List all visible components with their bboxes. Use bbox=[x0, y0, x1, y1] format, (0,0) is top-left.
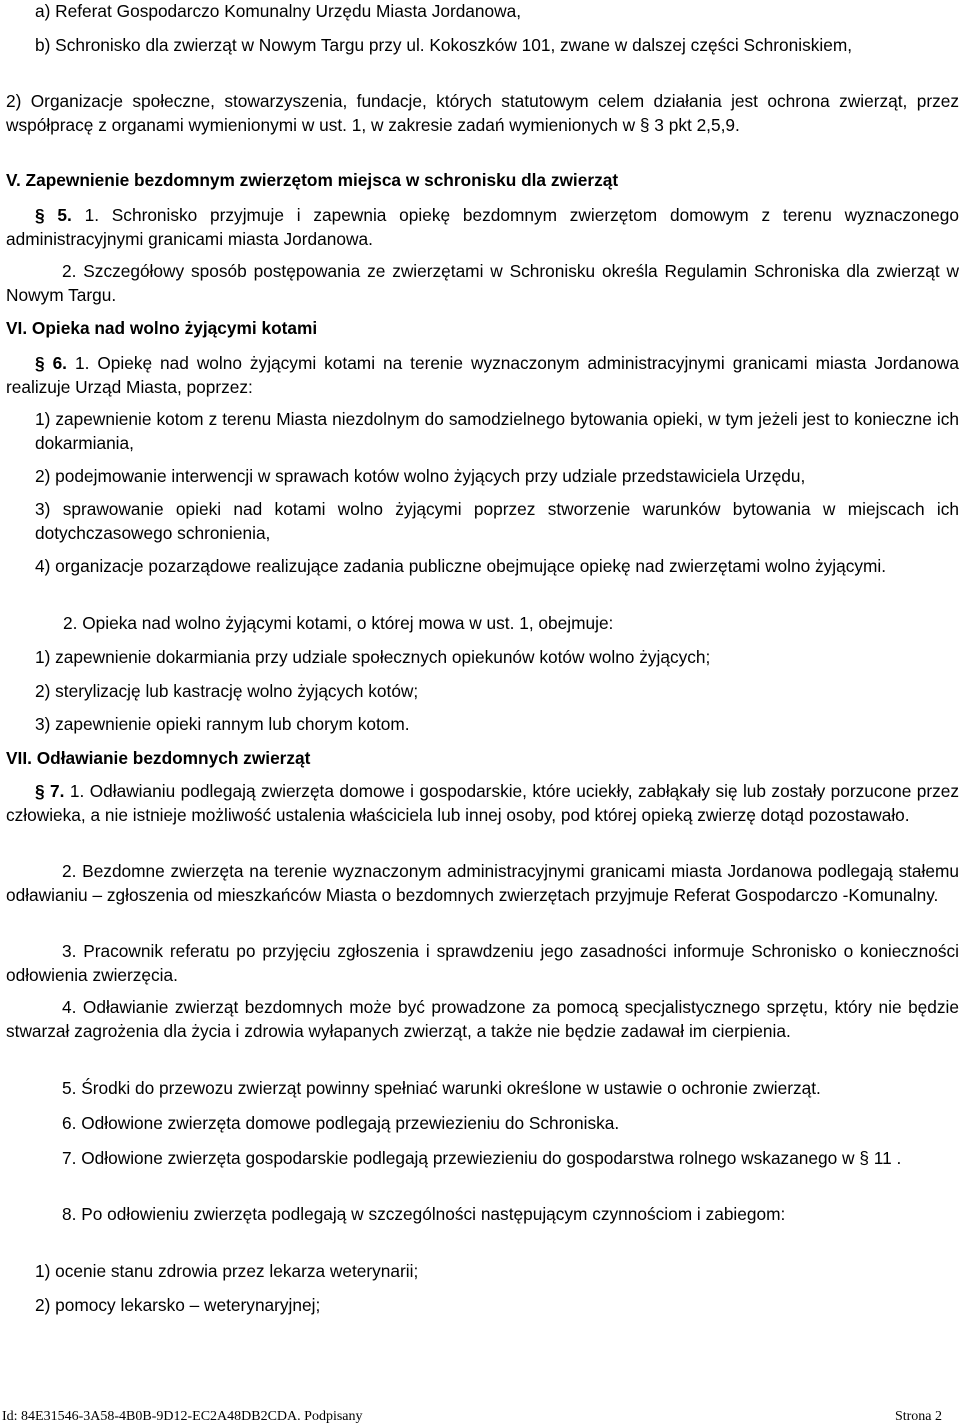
para-s5-1-text: 1. Schronisko przyjmuje i zapewnia opiekę bezdomnym zwierzętom domowym z terenu wyznaczonego administracyjnymi granicami miasta Jordanowa. bbox=[6, 205, 959, 249]
list-item-s6-2-3: 3) zapewnienie opieki rannym lub chorym kotom. bbox=[35, 714, 410, 734]
list-item-s6-2: 2) podejmowanie interwencji w sprawach kotów wolno żyjących przy udziale przedstawiciela Urzędu, bbox=[35, 466, 806, 486]
para-s7-2: 2. Bezdomne zwierzęta na terenie wyznaczonym administracyjnymi granicami miasta Jordanowa podlegają stałemu odławianiu – zgłoszenia od mieszkańców Miasta o bezdomnych zwierzętach przyjmuje Referat Gospodarczo -Komunalny. bbox=[6, 861, 959, 905]
list-item-s7-8-2: 2) pomocy lekarsko – weterynaryjnej; bbox=[35, 1295, 321, 1315]
para-s6-2: 2. Opieka nad wolno żyjącymi kotami, o której mowa w ust. 1, obejmuje: bbox=[63, 613, 614, 633]
document-id: Id: 84E31546-3A58-4B0B-9D12-EC2A48DB2CDA. Podpisany bbox=[2, 1409, 363, 1424]
para-s5-2: 2. Szczegółowy sposób postępowania ze zwierzętami w Schronisku określa Regulamin Schroniska dla zwierząt w Nowym Targu. bbox=[6, 261, 959, 305]
list-item-s7-8-1: 1) ocenie stanu zdrowia przez lekarza weterynarii; bbox=[35, 1261, 419, 1281]
para-s7-4: 4. Odławianie zwierząt bezdomnych może być prowadzone za pomocą specjalistycznego sprzętu, który nie będzie stwarzał zagrożenia dla życia i zdrowia wyłapanych zwierząt, a także nie będzie zadawał im cierpienia. bbox=[6, 997, 959, 1041]
section-heading-vi: VI. Opieka nad wolno żyjącymi kotami bbox=[6, 318, 318, 338]
section-heading-vii: VII. Odławianie bezdomnych zwierząt bbox=[6, 748, 311, 768]
page-number: Strona 2 bbox=[894, 1409, 942, 1424]
para-s7-7: 7. Odłowione zwierzęta gospodarskie podlegają przewiezieniu do gospodarstwa rolnego wskazanego w § 11 . bbox=[62, 1148, 902, 1168]
para-a: a) Referat Gospodarczo Komunalny Urzędu Miasta Jordanowa, bbox=[35, 1, 522, 21]
para-s6-1-text: 1. Opiekę nad wolno żyjącymi kotami na terenie wyznaczonym administracyjnymi granicami miasta Jordanowa realizuje Urząd Miasta, poprzez: bbox=[6, 353, 959, 397]
para-organizations: 2) Organizacje społeczne, stowarzyszenia, fundacje, których statutowym celem działania jest ochrona zwierząt, przez współpracę z organami wymienionymi w ust. 1, w zakresie zadań wymienionych w § 3 pkt 2,5,9. bbox=[6, 91, 959, 135]
para-s7-6: 6. Odłowione zwierzęta domowe podlegają przewiezieniu do Schroniska. bbox=[62, 1113, 620, 1133]
para-s7-8: 8. Po odłowieniu zwierzęta podlegają w szczególności następującym czynnościom i zabiegom: bbox=[62, 1204, 786, 1224]
section-number: § 5. bbox=[35, 205, 72, 225]
para-s7-1-text: 1. Odławianiu podlegają zwierzęta domowe i gospodarskie, które uciekły, zabłąkały się lub zostały porzucone przez człowieka, a nie istnieje możliwość ustalenia właściciela lub innej osoby, pod której opieką zwierzę dotąd pozostawało. bbox=[6, 781, 959, 825]
para-b: b) Schronisko dla zwierząt w Nowym Targu przy ul. Kokoszków 101, zwane w dalszej części Schroniskiem, bbox=[35, 35, 853, 55]
list-item-s6-1: 1) zapewnienie kotom z terenu Miasta niezdolnym do samodzielnego bytowania opieki, w tym jeżeli jest to konieczne ich dokarmiania, bbox=[35, 409, 959, 453]
list-item-s6-4: 4) organizacje pozarządowe realizujące zadania publiczne obejmujące opiekę nad zwierzętami wolno żyjącymi. bbox=[35, 556, 887, 576]
page-footer bbox=[0, 1408, 960, 1428]
para-s5-1 bbox=[6, 204, 959, 251]
section-number: § 7. bbox=[35, 781, 65, 801]
list-item-s6-2-1: 1) zapewnienie dokarmiania przy udziale społecznych opiekunów kotów wolno żyjących; bbox=[35, 647, 711, 667]
para-s7-1 bbox=[6, 780, 959, 827]
para-s7-3: 3. Pracownik referatu po przyjęciu zgłoszenia i sprawdzeniu jego zasadności informuje Schronisko o konieczności odłowienia zwierzęcia. bbox=[6, 941, 959, 985]
list-item-s6-3: 3) sprawowanie opieki nad kotami wolno żyjącymi poprzez stworzenie warunków bytowania w miejscach ich dotychczasowego schronienia, bbox=[35, 499, 959, 543]
section-heading-v: V. Zapewnienie bezdomnym zwierzętom miejsca w schronisku dla zwierząt bbox=[6, 170, 619, 190]
para-s6-1 bbox=[6, 352, 959, 399]
list-item-s6-2-2: 2) sterylizację lub kastrację wolno żyjących kotów; bbox=[35, 681, 419, 701]
para-s7-5: 5. Środki do przewozu zwierząt powinny spełniać warunki określone w ustawie o ochronie zwierząt. bbox=[62, 1078, 821, 1098]
section-number: § 6. bbox=[35, 353, 67, 373]
